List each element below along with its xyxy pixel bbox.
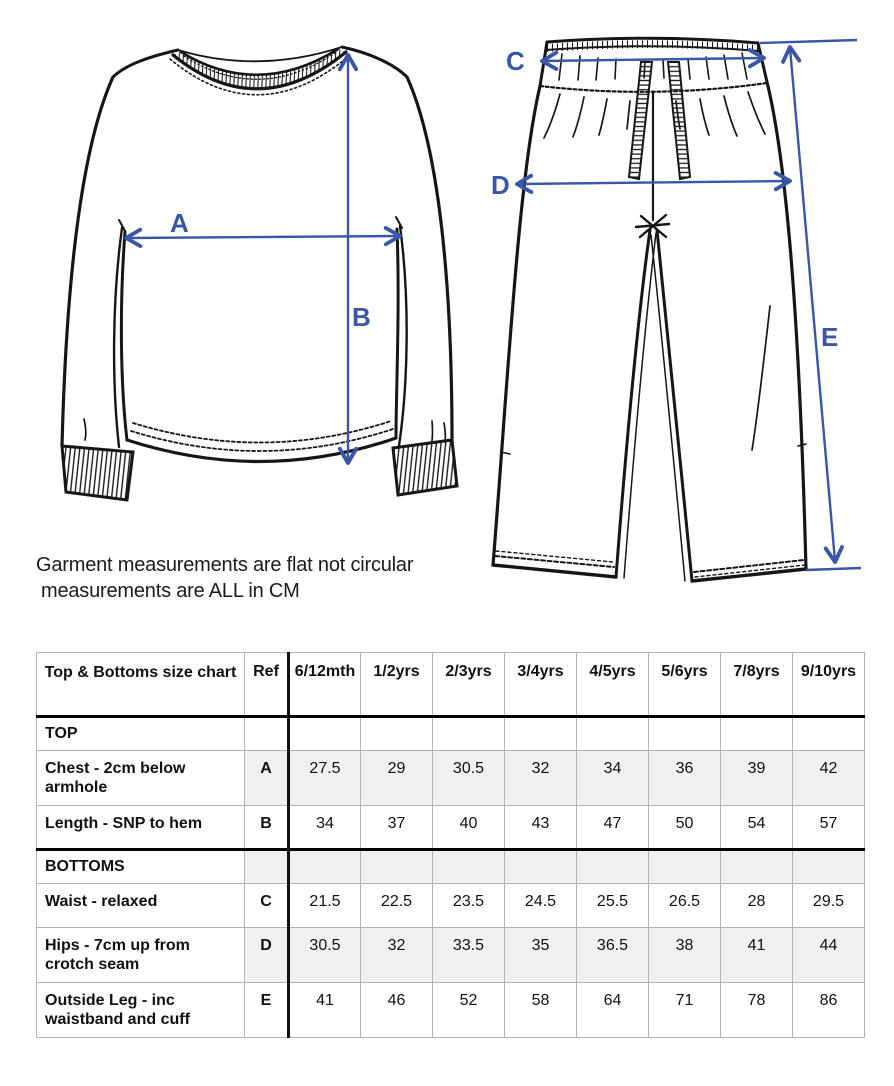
measurement-value: 32 [505,751,577,806]
measurement-value: 28 [721,884,793,928]
sweatshirt-body-left [121,232,127,440]
measurement-value: 57 [793,806,865,850]
waistband-gathers [559,53,747,80]
waistband-stitch [540,83,767,92]
section-empty-cell [649,850,721,884]
measurement-note-line1: Garment measurements are flat not circular [36,554,414,576]
measurement-value: 33.5 [433,928,505,983]
measurement-label: Chest - 2cm below armhole [37,751,245,806]
section-row [37,850,865,884]
measurement-value: 41 [289,983,361,1038]
measurement-value: 21.5 [289,884,361,928]
drawstring-left [629,62,652,179]
section-empty-cell [649,717,721,751]
measurement-value: 29.5 [793,884,865,928]
top-measure-arrows [127,56,399,462]
header-row [37,653,865,717]
measure-arrow-a [127,236,399,238]
measure-arrow-c [543,58,763,61]
measurement-value: 43 [505,806,577,850]
size-column-header: 7/8yrs [721,653,793,717]
inseam-left-stitch [624,233,656,578]
measurement-value: 36.5 [577,928,649,983]
measurement-label: Hips - 7cm up from crotch seam [37,928,245,983]
section-empty-cell [577,850,649,884]
measure-label-c: C [506,46,525,76]
drawstring-right [668,62,690,179]
measurement-ref: E [245,983,289,1038]
measurement-value: 52 [433,983,505,1038]
measurement-ref: A [245,751,289,806]
sweatshirt-sleeve-right-inner [399,226,407,446]
size-column-header: 5/6yrs [649,653,721,717]
measurement-value: 25.5 [577,884,649,928]
section-empty-cell [721,717,793,751]
measurement-value: 37 [361,806,433,850]
section-empty-cell [289,717,361,751]
section-empty-cell [793,850,865,884]
section-row [37,717,865,751]
measurement-value: 29 [361,751,433,806]
measure-ref-line-top [760,40,857,43]
inseam-right-stitch [651,235,685,581]
measurement-ref: B [245,806,289,850]
measure-label-b: B [352,302,371,332]
measure-ref-line-bottom [806,568,861,570]
section-empty-cell [289,850,361,884]
section-ref-cell [245,850,289,884]
measurement-value: 24.5 [505,884,577,928]
measurement-row [37,983,865,1038]
measurement-value: 36 [649,751,721,806]
sweatshirt-hem-stitch [131,421,393,451]
section-empty-cell [433,850,505,884]
measurement-value: 86 [793,983,865,1038]
measurement-label: Waist - relaxed [37,884,245,928]
size-chart [36,652,865,1038]
sweatshirt-shoulder-right [342,47,407,77]
measurement-value: 30.5 [433,751,505,806]
measurement-value: 38 [649,928,721,983]
measurement-value: 58 [505,983,577,1038]
measurement-value: 47 [577,806,649,850]
measurement-value: 78 [721,983,793,1038]
measurement-value: 34 [577,751,649,806]
sweatshirt-sleeve-right-outer [407,77,452,440]
measurement-ref: D [245,928,289,983]
measurement-row [37,751,865,806]
measurement-value: 30.5 [289,928,361,983]
section-empty-cell [361,717,433,751]
measurement-value: 44 [793,928,865,983]
measurement-value: 42 [793,751,865,806]
measurement-value: 54 [721,806,793,850]
size-chart-table [36,652,865,1038]
measurement-row [37,928,865,983]
measurement-row [37,884,865,928]
measure-label-e: E [821,322,839,352]
hem-left [493,565,616,577]
section-empty-cell [793,717,865,751]
measure-arrow-e [790,48,835,561]
measurement-value: 71 [649,983,721,1038]
sweatshirt-armpit-notches [119,217,402,231]
size-column-header: 6/12mth [289,653,361,717]
sweatshirt-hem [127,438,396,462]
ref-column-header: Ref [245,653,289,717]
sweatshirt-drawing [62,47,457,500]
measure-label-a: A [170,208,189,238]
section-empty-cell [721,850,793,884]
section-empty-cell [433,717,505,751]
measurement-value: 34 [289,806,361,850]
bottom-measure-arrows [518,40,861,570]
sweatshirt-shoulder-left [113,50,178,77]
measurement-value: 35 [505,928,577,983]
section-ref-cell [245,717,289,751]
measurement-value: 39 [721,751,793,806]
table-title: Top & Bottoms size chart [37,653,245,717]
measurement-value: 40 [433,806,505,850]
measurement-value: 64 [577,983,649,1038]
section-empty-cell [505,717,577,751]
measurement-value: 26.5 [649,884,721,928]
size-column-header: 1/2yrs [361,653,433,717]
measurement-value: 32 [361,928,433,983]
measure-label-d: D [491,170,510,200]
measurement-note-line2: measurements are ALL in CM [41,580,300,602]
section-name: BOTTOMS [37,850,245,884]
inseam-left [616,230,650,577]
sweatshirt-cuff-left [62,446,133,500]
measurement-value: 23.5 [433,884,505,928]
size-column-header: 4/5yrs [577,653,649,717]
section-empty-cell [577,717,649,751]
hip-wrinkles [544,92,765,138]
outseam-notches [501,444,806,454]
size-column-header: 2/3yrs [433,653,505,717]
size-column-header: 9/10yrs [793,653,865,717]
section-name: TOP [37,717,245,751]
measurement-value: 41 [721,928,793,983]
section-empty-cell [361,850,433,884]
sweatshirt-cuff-right [393,440,457,495]
outseam-left [493,86,540,565]
section-empty-cell [505,850,577,884]
measurement-label: Length - SNP to hem [37,806,245,850]
sweatshirt-sleeve-left-outer [62,77,113,446]
pants-drawing [493,38,806,581]
measurement-label: Outside Leg - inc waistband and cuff [37,983,245,1038]
measurement-value: 50 [649,806,721,850]
measurement-ref: C [245,884,289,928]
measurement-value: 22.5 [361,884,433,928]
measurement-value: 46 [361,983,433,1038]
measurement-note [36,552,413,604]
size-column-header: 3/4yrs [505,653,577,717]
hem-left-stitch2 [496,551,613,562]
measurement-row [37,806,865,850]
inseam-right [657,230,692,581]
measure-arrow-d [518,181,789,184]
sweatshirt-body-right [396,229,398,438]
measurement-value: 27.5 [289,751,361,806]
leg-wrinkle [752,306,770,450]
